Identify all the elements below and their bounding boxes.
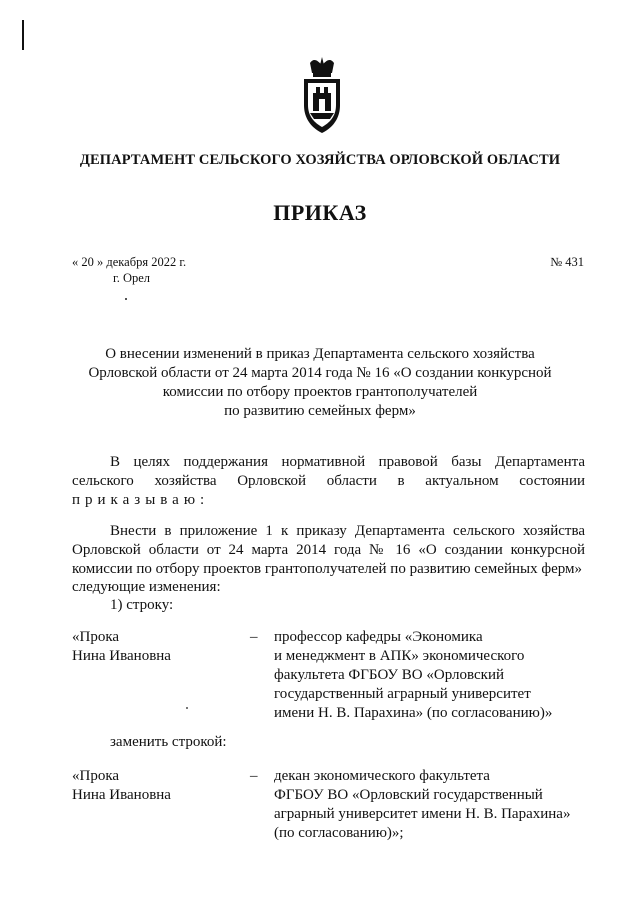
coat-of-arms-emblem (300, 55, 344, 135)
body-line: Орловской области от 24 марта 2014 года № 16 «О создании конкурсной (72, 542, 585, 558)
entry-dash: – (250, 768, 258, 784)
title-line: Орловской области от 24 марта 2014 года № 16 «О создании конкурсной (88, 365, 552, 381)
old-entry-description (274, 628, 552, 723)
desc-line: ФГБОУ ВО «Орловский государственный (274, 787, 543, 803)
title-line: О внесении изменений в приказ Департамента сельского хозяйства (105, 346, 535, 362)
name-line: Нина Ивановна (72, 648, 171, 664)
title-line: комиссии по отбору проектов грантополучателей (162, 384, 478, 400)
new-entry-name (72, 767, 171, 805)
order-number: № 431 (550, 255, 584, 269)
desc-line: аграрный университет имени Н. В. Парахина» (274, 806, 571, 822)
preamble-decree-word: приказываю: (72, 492, 210, 508)
document-type-heading: ПРИКАЗ (273, 200, 367, 225)
old-entry-name (72, 628, 171, 666)
desc-line: государственный аграрный университет (274, 686, 531, 702)
name-line: Нина Ивановна (72, 787, 171, 803)
replace-instruction: заменить строкой: (110, 734, 227, 750)
margin-mark (22, 20, 24, 50)
desc-line: профессор кафедры «Экономика (274, 629, 483, 645)
scan-speck (186, 707, 188, 709)
preamble-line: В целях поддержания нормативной правовой базы Департамента (110, 454, 585, 470)
department-name: ДЕПАРТАМЕНТ СЕЛЬСКОГО ХОЗЯЙСТВА ОРЛОВСКОЙ ОБЛАСТИ (79, 152, 561, 168)
title-line: по развитию семейных ферм» (224, 403, 416, 419)
preamble-line: сельского хозяйства Орловской области в актуальном состоянии (72, 473, 585, 489)
body-line: следующие изменения: (72, 579, 221, 595)
list-item-number: 1) строку: (110, 597, 174, 613)
body-line: комиссии по отбору проектов грантополучателей по развитию семейных ферм» (72, 561, 582, 577)
order-date: « 20 » декабря 2022 г. (72, 255, 187, 269)
desc-line: факультета ФГБОУ ВО «Орловский (274, 667, 505, 683)
desc-line: декан экономического факультета (274, 768, 490, 784)
desc-line: (по согласованию)»; (274, 825, 404, 841)
order-city: г. Орел (113, 271, 151, 285)
scan-speck (125, 298, 127, 300)
desc-line: имени Н. В. Парахина» (по согласованию)» (274, 705, 553, 721)
new-entry-description (274, 767, 570, 843)
entry-dash: – (250, 629, 258, 645)
desc-line: и менеджмент в АПК» экономического (274, 648, 525, 664)
body-line: Внести в приложение 1 к приказу Департамента сельского хозяйства (110, 523, 585, 539)
order-title (80, 345, 560, 421)
name-line: «Прока (72, 768, 120, 784)
name-line: «Прока (72, 629, 120, 645)
